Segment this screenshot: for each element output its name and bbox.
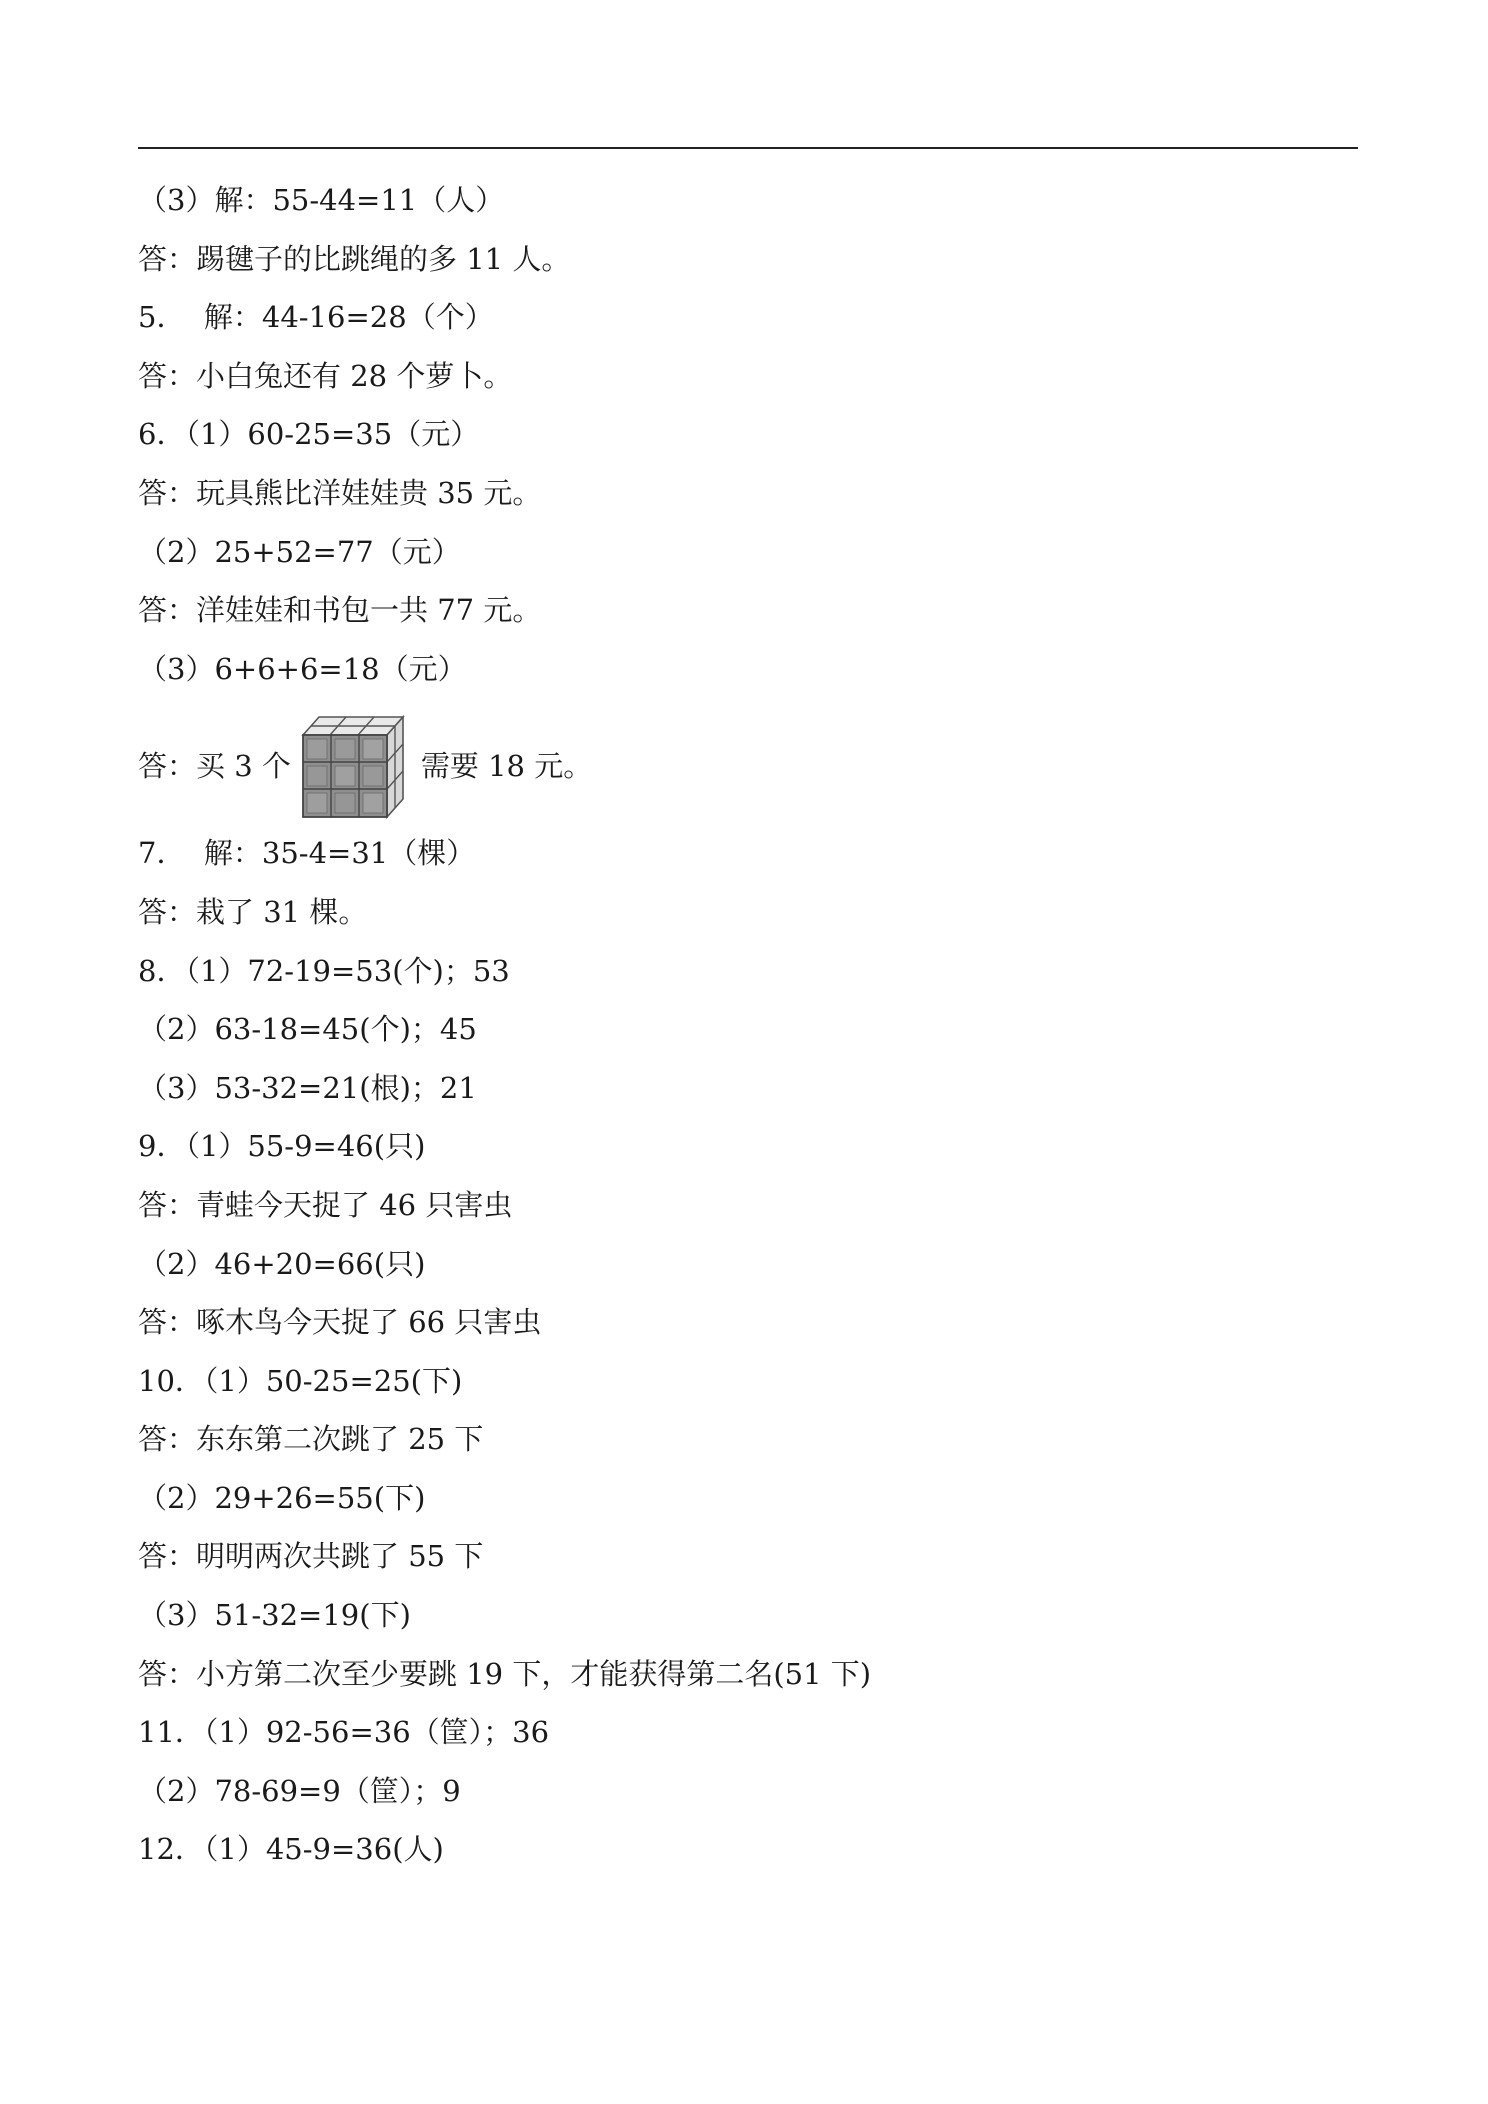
answer-line: 答：东东第二次跳了 25 下: [138, 1422, 484, 1457]
answer-line: 答：玩具熊比洋娃娃贵 35 元。: [138, 475, 542, 510]
answer-line: （3）解：55-44=11（人）: [138, 183, 505, 217]
cube-line-after: 需要 18 元。: [420, 749, 593, 784]
answer-line: 答：明明两次共跳了 55 下: [138, 1539, 484, 1574]
answer-line: 8．（1）72-19=53(个)；53: [138, 953, 510, 988]
answer-line: （2）25+52=77（元）: [138, 534, 461, 569]
answer-line: （2）29+26=55(下): [138, 1480, 426, 1515]
answer-line: （2）78-69=9（筐）；9: [138, 1773, 461, 1808]
answer-line: 答：踢毽子的比跳绳的多 11 人。: [138, 241, 571, 276]
cube-line-before: 答：买 3 个: [138, 749, 291, 784]
answer-line: 答：小白兔还有 28 个萝卜。: [138, 358, 513, 393]
answer-line: 12．（1）45-9=36(人): [138, 1832, 444, 1867]
answer-line: 11．（1）92-56=36（筐）；36: [138, 1715, 550, 1750]
answer-content: [138, 176, 1358, 1884]
answer-line: （3）6+6+6=18（元）: [138, 651, 467, 686]
answer-line: （2）46+20=66(只): [138, 1246, 426, 1281]
answer-line: 答：啄木鸟今天捉了 66 只害虫: [138, 1305, 542, 1340]
answer-line: 7． 解：35-4=31（棵）: [138, 836, 476, 871]
answer-line: 5． 解：44-16=28（个）: [138, 300, 494, 335]
answer-line: （3）51-32=19(下): [138, 1598, 411, 1633]
answer-line: 9．（1）55-9=46(只): [138, 1129, 426, 1164]
answer-line: 答：栽了 31 棵。: [138, 894, 368, 929]
answer-line: 答：青蛙今天捉了 46 只害虫: [138, 1187, 513, 1222]
answer-line: 10．（1）50-25=25(下): [138, 1363, 463, 1398]
header-rule: [138, 147, 1358, 149]
answer-line: （2）63-18=45(个)；45: [138, 1012, 477, 1047]
answer-line-with-image: [138, 703, 1358, 829]
answer-line: 6．（1）60-25=35（元）: [138, 417, 480, 452]
answer-line: （3）53-32=21(根)；21: [138, 1070, 477, 1105]
answer-line: 答：洋娃娃和书包一共 77 元。: [138, 593, 542, 628]
answer-line: 答：小方第二次至少要跳 19 下，才能获得第二名(51 下): [138, 1656, 872, 1691]
